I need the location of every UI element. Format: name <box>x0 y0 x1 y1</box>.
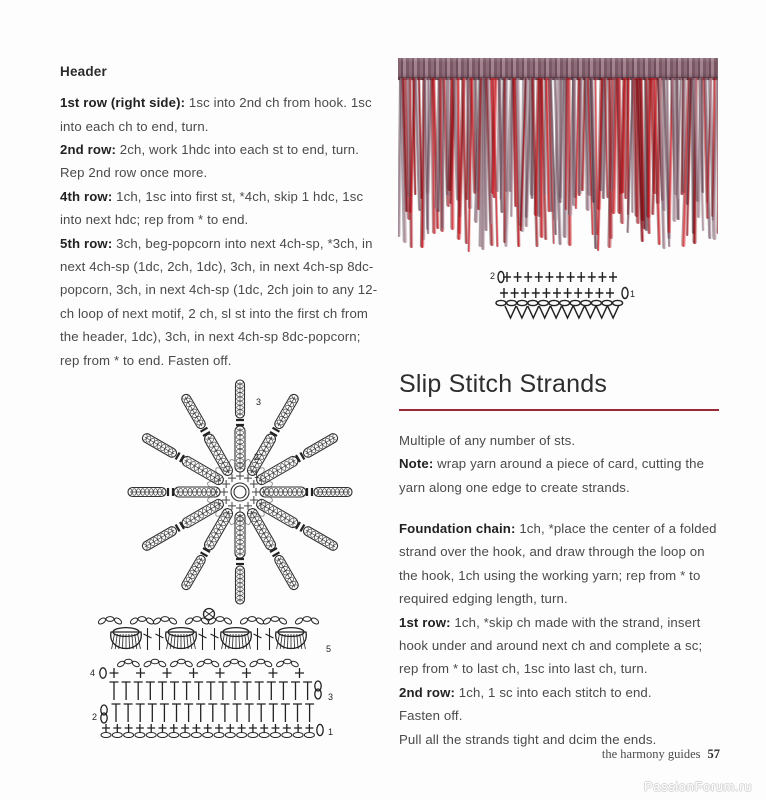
foundation-chain-oval <box>549 300 559 305</box>
header-chart-row2-label: 2 <box>92 712 98 722</box>
instruction-label: 1st row (right side): <box>60 95 186 111</box>
foundation-chain-oval <box>560 300 570 305</box>
chain-oval <box>158 660 167 668</box>
chain-oval <box>97 617 106 626</box>
foundation-chain-oval <box>528 300 538 305</box>
sc-symbol <box>238 724 246 732</box>
chain-oval <box>216 617 224 622</box>
chain-oval <box>239 617 248 626</box>
motif-svg <box>104 372 376 612</box>
sc-symbol <box>295 668 304 678</box>
footer <box>0 747 766 762</box>
chain-oval <box>303 617 311 622</box>
header-section-title: Header <box>60 64 107 79</box>
sc-symbol <box>588 272 596 282</box>
foundation-chain-oval <box>259 733 269 738</box>
sc-symbol <box>514 272 522 282</box>
hdc-symbol <box>303 682 312 700</box>
chain-oval <box>211 660 220 668</box>
sc-symbol <box>113 724 121 732</box>
foundation-chain-oval <box>581 300 591 305</box>
hdc-symbol <box>158 682 167 700</box>
slip-stitch-joiner <box>236 420 244 425</box>
foundation-chain-oval <box>507 300 517 305</box>
motif-round-3-label: 3 <box>256 397 262 407</box>
hdc-symbol <box>136 704 145 722</box>
hdc-symbol <box>182 682 191 700</box>
foundation-chain-oval <box>237 733 247 738</box>
foundation-chain-oval <box>135 733 145 738</box>
foundation-chain-oval <box>613 300 623 305</box>
sc-symbol <box>598 272 606 282</box>
sc-symbol <box>242 668 251 678</box>
slip-stitch-strands-chart <box>487 266 637 322</box>
header-chart-row5-label: 5 <box>326 644 332 654</box>
fringe-strand-field <box>398 78 718 254</box>
petal <box>273 554 300 591</box>
chain-oval <box>131 660 140 668</box>
header-stitch-chart <box>88 604 338 738</box>
chain-oval <box>262 617 271 626</box>
sc-symbol <box>220 488 228 496</box>
sc-symbol <box>204 724 212 732</box>
pattern-text: 1ch, *skip ch made with the strand, insert hook under and around next ch and complete a sc; rep from * to last ch, 1sc into last ch, turn. <box>399 614 703 677</box>
chain-oval <box>193 617 201 622</box>
motif-round-1-label: 1 <box>254 470 260 480</box>
chain-oval <box>184 617 193 626</box>
sc-symbol <box>192 724 200 732</box>
strand-chart-row2-label: 2 <box>490 271 496 281</box>
chain-oval <box>294 617 303 626</box>
slip-stitch-joiner <box>307 488 312 496</box>
sc-symbol <box>532 288 540 298</box>
fringe-photo-image <box>398 58 718 254</box>
motif-round-2-label: 2 <box>254 452 260 462</box>
sc-symbol <box>216 668 225 678</box>
hdc-symbol <box>220 704 229 722</box>
petal-spine <box>306 437 335 454</box>
star-motif-chart <box>104 372 376 612</box>
hdc-symbol <box>110 682 119 700</box>
sc-symbol <box>503 272 511 282</box>
sc-symbol <box>500 288 508 298</box>
instruction-label: 4th row: <box>60 188 113 204</box>
chain-oval <box>113 617 122 626</box>
chain-oval <box>284 659 292 664</box>
foundation-chain-oval <box>570 300 580 305</box>
sc-symbol <box>159 724 167 732</box>
hdc-symbol <box>245 704 254 722</box>
hdc-symbol <box>233 704 242 722</box>
petal <box>236 566 245 604</box>
intro-line <box>399 429 721 452</box>
chain-oval <box>152 617 161 626</box>
sc-symbol <box>577 272 585 282</box>
foundation-chain-oval <box>225 733 235 738</box>
popcorn-symbol <box>221 628 252 649</box>
motif-join-cross <box>205 611 213 617</box>
sc-symbol <box>564 288 572 298</box>
foundation-chain-oval <box>496 300 506 305</box>
dc-symbol <box>266 628 274 650</box>
chain-oval <box>264 660 273 668</box>
sc-symbol <box>125 724 133 732</box>
sc-symbol <box>574 288 582 298</box>
sc-symbol <box>136 668 145 678</box>
sc-symbol <box>102 724 110 732</box>
pattern-label: 2nd row: <box>399 684 456 700</box>
hdc-symbol <box>291 682 300 700</box>
strand-chart-row1-label: 1 <box>630 289 636 299</box>
page-title: Slip Stitch Strands <box>399 370 608 398</box>
petal-spine <box>145 437 174 454</box>
hdc-symbol <box>146 682 155 700</box>
sc-symbol <box>545 272 553 282</box>
turning-chain-oval <box>317 724 323 735</box>
petal-spine <box>278 558 295 587</box>
sc-symbol <box>535 272 543 282</box>
petal <box>235 512 245 558</box>
foundation-chain-oval <box>271 733 281 738</box>
hdc-symbol <box>281 704 290 722</box>
folded-strand-zigzag <box>505 306 619 318</box>
sc-symbol <box>110 668 119 678</box>
hdc-symbol <box>257 704 266 722</box>
sc-symbol <box>556 272 564 282</box>
sc-symbol <box>283 724 291 732</box>
petal <box>236 380 245 418</box>
chain-oval <box>248 617 256 622</box>
fringe-strand <box>716 78 718 234</box>
strand-chart-svg <box>487 266 637 322</box>
foundation-chain-oval <box>517 300 527 305</box>
sc-symbol <box>567 272 575 282</box>
dc-symbol <box>199 628 207 650</box>
chain-oval <box>106 617 114 622</box>
hdc-symbol <box>208 704 217 722</box>
chain-oval <box>223 617 232 626</box>
sc-symbol <box>542 288 550 298</box>
hdc-symbol <box>160 704 169 722</box>
foundation-chain-oval <box>146 733 156 738</box>
slip-stitch-joiner <box>236 559 244 564</box>
foundation-chain-oval <box>169 733 179 738</box>
pattern-line <box>399 681 721 704</box>
foundation-chain-oval <box>248 733 258 738</box>
sc-symbol <box>249 724 257 732</box>
pattern-label: Foundation chain: <box>399 520 516 536</box>
sc-symbol <box>294 724 302 732</box>
sc-symbol <box>136 724 144 732</box>
chain-oval <box>138 617 146 622</box>
petal <box>314 488 352 497</box>
sc-symbol <box>252 488 260 496</box>
sc-symbol <box>147 724 155 732</box>
center-ring-inner <box>234 486 246 498</box>
sc-symbol <box>189 668 198 678</box>
hdc-symbol <box>172 704 181 722</box>
dc-symbol <box>211 628 219 650</box>
popcorn-symbol <box>111 628 142 649</box>
dc-symbol <box>254 628 262 650</box>
petal <box>141 432 178 459</box>
dc-symbol <box>156 628 164 650</box>
chain-oval <box>237 660 246 668</box>
hdc-symbol <box>194 682 203 700</box>
popcorn-symbol <box>276 628 307 649</box>
sc-symbol <box>181 724 189 732</box>
hdc-symbol <box>305 704 314 722</box>
foundation-chain-oval <box>591 300 601 305</box>
sc-symbol <box>305 724 313 732</box>
sc-symbol <box>521 288 529 298</box>
pattern-text: 1ch, 1 sc into each stitch to end. <box>455 684 652 700</box>
foundation-chain-oval <box>293 733 303 738</box>
turning-chain-oval <box>622 288 628 299</box>
chain-oval <box>161 617 169 622</box>
petal-spine <box>185 558 202 587</box>
instruction-label: 5th row: <box>60 235 113 251</box>
hdc-symbol <box>122 682 131 700</box>
hdc-symbol <box>231 682 240 700</box>
sc-symbol <box>553 288 561 298</box>
petal <box>180 393 207 430</box>
foundation-chain-oval <box>124 733 134 738</box>
foundation-chain-oval <box>214 733 224 738</box>
instruction-paragraph <box>60 185 382 232</box>
sc-symbol <box>236 472 244 480</box>
foundation-chain-oval <box>304 733 314 738</box>
petal <box>302 525 339 552</box>
sc-symbol <box>163 668 172 678</box>
hdc-symbol <box>267 682 276 700</box>
hdc-symbol <box>243 682 252 700</box>
hdc-symbol <box>218 682 227 700</box>
header-chart-row3-label: 3 <box>328 692 334 702</box>
foundation-chain-oval <box>112 733 122 738</box>
hdc-symbol <box>206 682 215 700</box>
sc-symbol <box>272 724 280 732</box>
petal <box>260 487 306 497</box>
chain-oval <box>125 659 133 664</box>
fringe-photo <box>398 58 718 254</box>
chain-oval <box>204 659 212 664</box>
sc-symbol <box>524 272 532 282</box>
dc-symbol <box>144 628 152 650</box>
instruction-label: 2nd row: <box>60 142 117 157</box>
pattern-text: 1ch, *place the center of a folded strand over the hook, and draw through the loop on the hook, 1ch using the working yarn; rep from * to required edging length, turn. <box>399 520 717 607</box>
sc-symbol <box>609 272 617 282</box>
foundation-chain-oval <box>538 300 548 305</box>
hdc-symbol <box>279 682 288 700</box>
intro-block <box>399 429 721 499</box>
instruction-paragraph <box>60 138 382 185</box>
chain-oval <box>278 617 287 626</box>
instruction-text: 2ch, work 1hdc into each st to end, turn. Rep 2nd row once more. <box>60 142 360 181</box>
hdc-symbol <box>269 704 278 722</box>
petal <box>302 432 339 459</box>
petal <box>128 488 166 497</box>
right-text-column <box>399 370 721 769</box>
petal-spine <box>145 530 174 547</box>
pattern-text: Pull all the strands tight and dcim the ends. <box>399 731 657 747</box>
sc-symbol <box>511 288 519 298</box>
instruction-text: 1ch, 1sc into first st, *4ch, skip 1 hdc, 1sc into next hdc; rep from * to end. <box>60 188 364 228</box>
pattern-line <box>399 704 721 727</box>
pattern-text: Fasten off. <box>399 708 463 724</box>
sc-symbol <box>606 288 614 298</box>
chain-oval <box>310 617 319 626</box>
hdc-symbol <box>134 682 143 700</box>
pattern-line <box>399 517 721 611</box>
hdc-symbol <box>170 682 179 700</box>
sc-symbol <box>260 724 268 732</box>
instruction-paragraph <box>60 91 382 138</box>
foundation-chain-oval <box>158 733 168 738</box>
petal <box>273 393 300 430</box>
title-underline <box>399 409 719 411</box>
petal <box>235 426 245 472</box>
sc-symbol <box>595 288 603 298</box>
pattern-line <box>399 611 721 681</box>
chain-oval <box>178 659 186 664</box>
sc-symbol <box>215 724 223 732</box>
turning-chain-oval <box>100 668 106 678</box>
petal-spine <box>306 530 335 547</box>
note-line <box>399 452 721 499</box>
hdc-symbol <box>255 682 264 700</box>
instruction-text: 1sc into 2nd ch from hook. 1sc into each ch to end, turn. <box>60 95 372 134</box>
chain-oval <box>231 659 239 664</box>
petal <box>174 487 220 497</box>
chain-oval <box>184 660 193 668</box>
header-chart-row4-label: 4 <box>90 668 96 678</box>
petal <box>141 525 178 552</box>
header-chart-svg <box>88 604 338 738</box>
sc-symbol <box>585 288 593 298</box>
hdc-symbol <box>148 704 157 722</box>
foundation-chain-oval <box>602 300 612 305</box>
pattern-label: 1st row: <box>399 614 451 630</box>
sc-symbol <box>226 724 234 732</box>
foundation-chain-oval <box>191 733 201 738</box>
foundation-chain-oval <box>282 733 292 738</box>
sc-symbol <box>269 668 278 678</box>
note-label: Note: <box>399 456 434 472</box>
pattern-block <box>399 517 721 751</box>
page-number: 57 <box>707 747 720 761</box>
foundation-chain-oval <box>203 733 213 738</box>
header-chart-row1-label: 1 <box>328 727 334 737</box>
chain-oval <box>290 660 299 668</box>
slip-stitch-joiner <box>168 488 173 496</box>
hdc-symbol <box>293 704 302 722</box>
hdc-symbol <box>112 704 121 722</box>
chain-oval <box>151 659 159 664</box>
petal-spine <box>278 397 295 426</box>
book-title: the harmony guides <box>601 747 701 761</box>
chain-oval <box>168 617 177 626</box>
chain-oval <box>271 617 279 622</box>
intro-text: Multiple of any number of sts. <box>399 432 576 448</box>
hdc-symbol <box>184 704 193 722</box>
sc-symbol <box>236 504 244 512</box>
hdc-symbol <box>196 704 205 722</box>
foundation-chain-oval <box>180 733 190 738</box>
chain-oval <box>129 617 138 626</box>
petal <box>180 554 207 591</box>
left-text-column <box>60 64 382 372</box>
instruction-paragraph <box>60 232 382 372</box>
sc-symbol <box>170 724 178 732</box>
watermark: PassionForum.ru <box>644 779 752 794</box>
instruction-text: 3ch, beg-popcorn into next 4ch-sp, *3ch, in next 4ch-sp (1dc, 2ch, 1dc), 3ch, in next 4ch-sp 8dc-popcorn, 3ch, in next 4ch-sp (1dc, 2ch join to any 12-ch loop of next motif, 2 ch, sl st into the first ch from the header, 1dc), 3ch, in next 4ch-sp 8dc-popcorn; rep from * to end. Fasten off. <box>60 235 378 368</box>
popcorn-symbol <box>166 628 197 649</box>
foundation-chain-oval <box>101 733 111 738</box>
hdc-symbol <box>124 704 133 722</box>
chain-oval <box>257 659 265 664</box>
petal-spine <box>185 397 202 426</box>
note-text: wrap yarn around a piece of card, cutting the yarn along one edge to create strands. <box>399 456 705 495</box>
